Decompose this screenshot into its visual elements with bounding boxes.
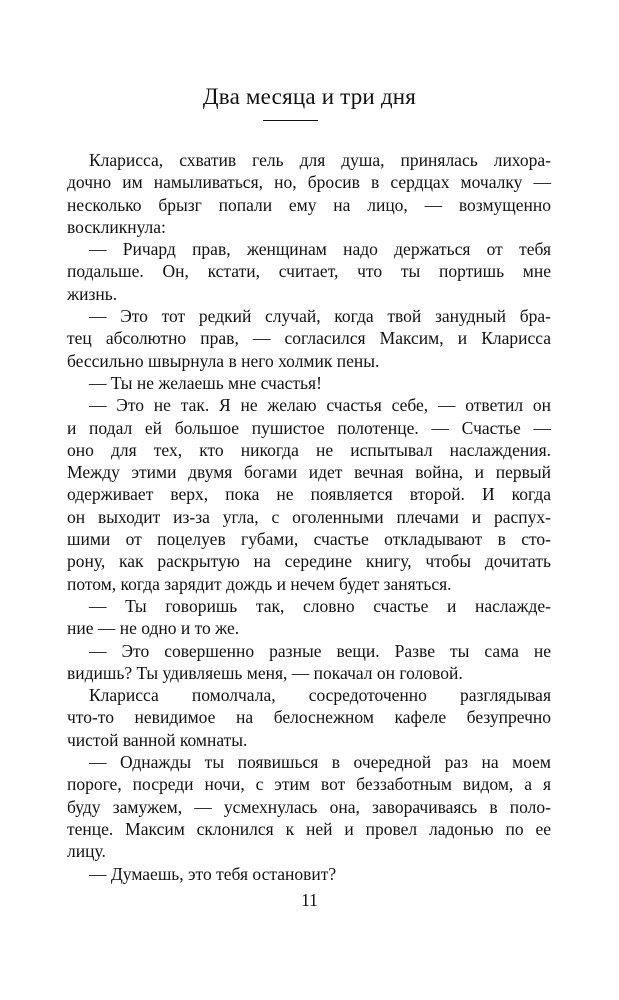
text-line: рону, как раскрытую на середине книгу, чтобы дочитать bbox=[67, 551, 551, 572]
text-line: тец абсолютно прав, — согласился Максим, и Кларисса bbox=[67, 328, 551, 349]
title-underline-rule bbox=[263, 120, 318, 121]
text-line: и подал ей большое пушистое полотенце. — Счастье — bbox=[67, 417, 551, 438]
text-line: подальше. Он, кстати, считает, что ты портишь мне bbox=[67, 261, 551, 282]
text-line: что-то невидимое на белоснежном кафеле безупречно bbox=[67, 707, 551, 728]
text-line: оно для тех, кто никогда не испытывал наслаждения. bbox=[67, 439, 551, 460]
text-line: — Однажды ты появишься в очередной раз на моем bbox=[89, 752, 551, 773]
text-line: потом, когда зарядит дождь и нечем будет заняться. bbox=[67, 573, 452, 594]
text-line: несколько брызг попали ему на лицо, — возмущенно bbox=[67, 194, 551, 215]
text-line: Между этими двумя богами идет вечная война, и первый bbox=[67, 462, 551, 483]
text-line: Кларисса, схватив гель для душа, принялась лихора- bbox=[89, 150, 551, 170]
text-line: — Ты говоришь так, словно счастье и наслажде- bbox=[89, 595, 551, 616]
text-line: — Это не так. Я не желаю счастья себе, — ответил он bbox=[89, 395, 551, 416]
text-line: видишь? Ты удивляешь меня, — покачал он головой. bbox=[67, 662, 463, 683]
text-line: — Это тот редкий случай, когда твой занудный бра- bbox=[89, 306, 551, 327]
text-line: он выходит из-за угла, с оголенными плечами и распух- bbox=[67, 506, 551, 527]
text-line: бессильно швырнула в него холмик пены. bbox=[67, 350, 380, 371]
text-line: Кларисса помолчала, сосредоточенно разглядывая bbox=[89, 685, 551, 706]
page-number: 11 bbox=[301, 890, 318, 910]
text-line: — Думаешь, это тебя остановит? bbox=[89, 863, 337, 884]
text-line: буду замужем, — усмехнулась она, заворачиваясь в поло- bbox=[67, 796, 551, 817]
text-line: шими от поцелуев губами, счастье откладывают в сто- bbox=[67, 529, 551, 550]
chapter-title: Два месяца и три дня bbox=[202, 84, 417, 109]
body-text bbox=[67, 149, 551, 885]
text-line: — Это совершенно разные вещи. Разве ты сама не bbox=[89, 640, 551, 661]
text-line: дочно им намыливаться, но, бросив в сердцах мочалку — bbox=[67, 172, 551, 193]
text-line: тенце. Максим склонился к ней и провел ладонью по ее bbox=[67, 818, 551, 839]
text-line: одерживает верх, пока не появляется второй. И когда bbox=[67, 484, 551, 505]
text-line: — Ричард прав, женщинам надо держаться от тебя bbox=[89, 239, 551, 260]
text-line: воскликнула: bbox=[67, 216, 166, 237]
text-line: ние — не одно и то же. bbox=[67, 618, 240, 639]
text-line: жизнь. bbox=[67, 283, 118, 304]
text-line: пороге, посреди ночи, с этим вот беззаботным видом, а я bbox=[67, 774, 551, 795]
text-line: — Ты не желаешь мне счастья! bbox=[89, 372, 322, 393]
text-line: лицу. bbox=[67, 841, 106, 862]
text-line: чистой ванной комнаты. bbox=[67, 729, 248, 750]
